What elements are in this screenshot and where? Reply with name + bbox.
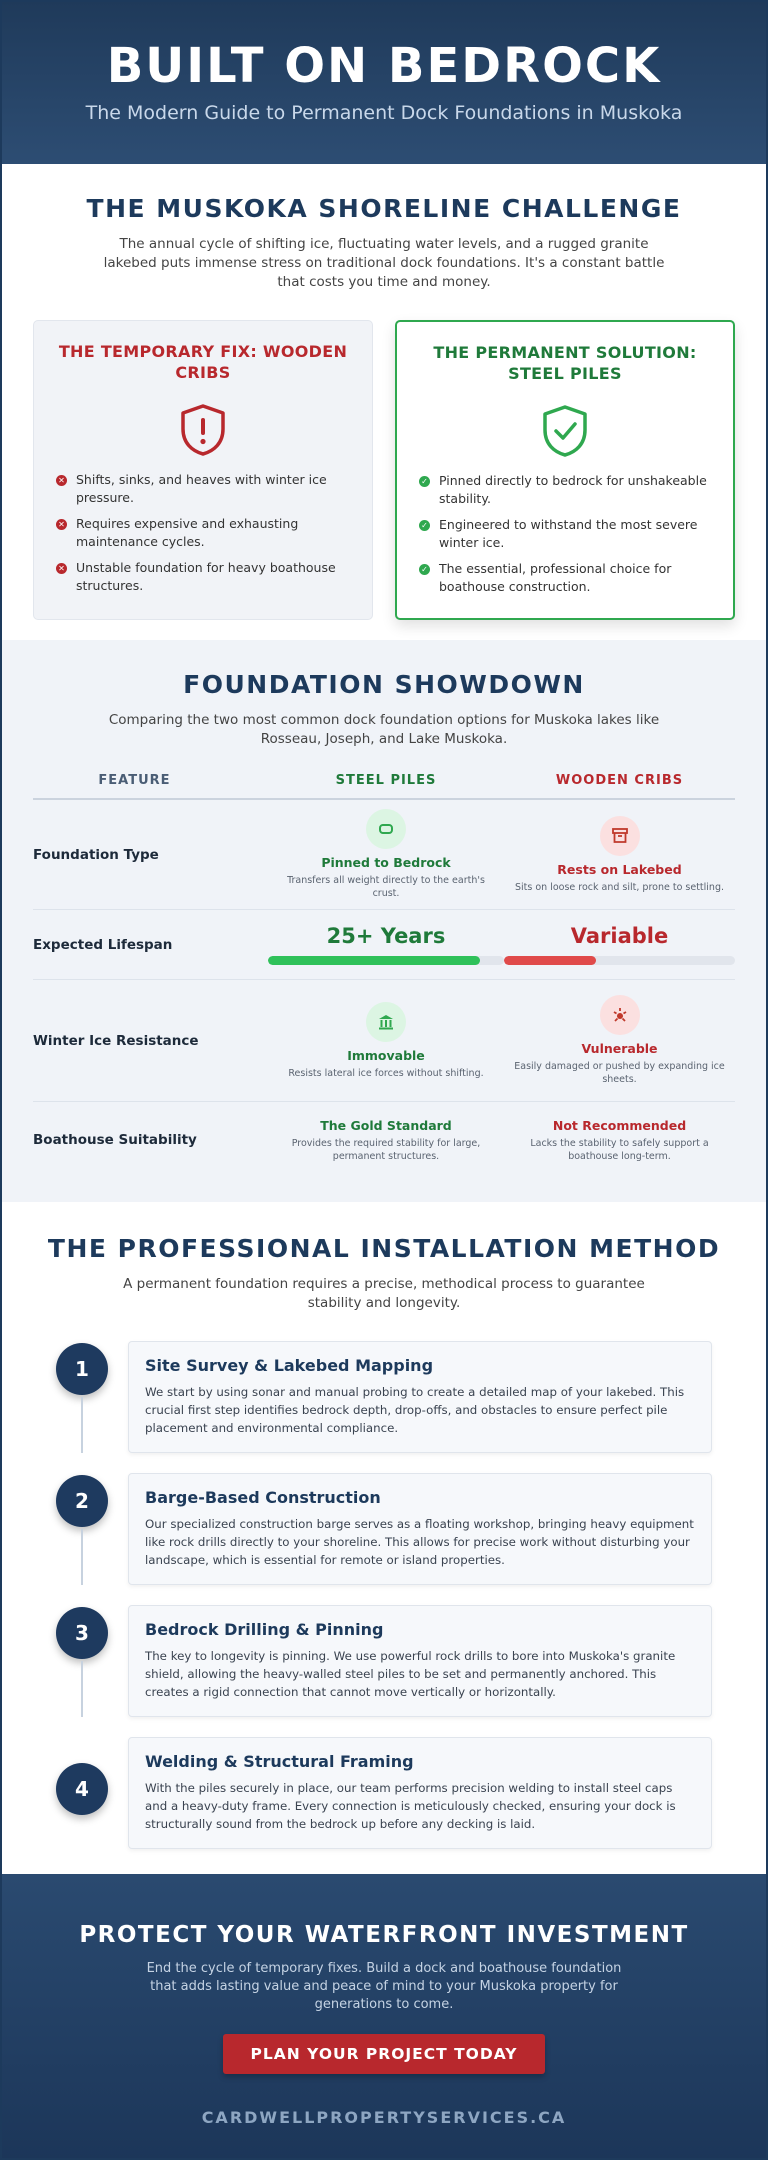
temporary-fix-card: [33, 320, 373, 620]
steel-lifespan-fill: [268, 956, 480, 965]
list-item: ✕ Requires expensive and exhausting maintenance cycles.: [56, 515, 350, 551]
steel-ice-desc: Resists lateral ice forces without shifting.: [288, 1067, 484, 1079]
steel-foundation-desc: Transfers all weight directly to the earth's crust.: [287, 875, 485, 899]
timeline-connector: [81, 1397, 83, 1453]
steel-boathouse-title: The Gold Standard: [320, 1117, 452, 1133]
plan-project-button[interactable]: PLAN YOUR PROJECT TODAY: [223, 2034, 545, 2074]
landmark-icon: [366, 1002, 406, 1042]
cta-description: End the cycle of temporary fixes. Build a dock and boathouse foundation that adds lasting value and peace of mind to your Muskoka property for generations to come.: [146, 1961, 622, 2012]
list-item: ✓ Pinned directly to bedrock for unshakeable stability.: [419, 472, 711, 508]
check-icon: ✓: [419, 564, 430, 575]
permanent-solution-card: [395, 320, 735, 620]
steel-lifespan-bar: [268, 956, 504, 965]
list-item: ✕ Shifts, sinks, and heaves with winter ice pressure.: [56, 471, 350, 507]
table-header: [33, 773, 735, 800]
temporary-fix-title: THE TEMPORARY FIX: WOODEN CRIBS: [58, 342, 348, 382]
wood-ice-desc: Easily damaged or pushed by expanding ice sheets.: [514, 1061, 725, 1085]
timeline-connector: [81, 1529, 83, 1585]
check-icon: ✓: [419, 520, 430, 531]
x-icon: ✕: [56, 475, 67, 486]
step-title: Barge-Based Construction: [145, 1488, 381, 1507]
showdown-description: Comparing the two most common dock foundation options for Muskoka lakes like Rosseau, Joseph, and Lake Muskoka.: [108, 712, 660, 747]
comparison-table: [33, 773, 735, 1178]
timeline-connector: [81, 1661, 83, 1717]
step-number: 4: [56, 1763, 108, 1815]
wood-ice-title: Vulnerable: [581, 1041, 658, 1056]
showdown-title: FOUNDATION SHOWDOWN: [183, 670, 585, 699]
step-card: [128, 1473, 712, 1585]
shield-check-icon: [540, 404, 590, 458]
method-title: THE PROFESSIONAL INSTALLATION METHOD: [47, 1234, 721, 1263]
wood-foundation-desc: Sits on loose rock and silt, prone to settling.: [514, 881, 724, 893]
row-label: Expected Lifespan: [33, 936, 173, 953]
list-item: ✓ The essential, professional choice for boathouse construction.: [419, 560, 711, 596]
steel-foundation-title: Pinned to Bedrock: [321, 855, 451, 870]
hero-header: [0, 0, 768, 164]
archive-box-icon: [600, 816, 640, 856]
wood-boathouse-desc: Lacks the stability to safely support a boathouse long-term.: [530, 1137, 709, 1162]
x-icon: ✕: [56, 519, 67, 530]
cta-section: [0, 1874, 768, 2160]
challenge-section: [0, 164, 768, 640]
step-text: We start by using sonar and manual probing to create a detailed map of your lakebed. This crucial first step identifies bedrock depth, drop-offs, and obstacles to ensure perfect pile placement and environmental compliance.: [145, 1385, 685, 1435]
x-icon: ✕: [56, 563, 67, 574]
list-item: ✓ Engineered to withstand the most severe winter ice.: [419, 516, 711, 552]
step-number: 2: [56, 1475, 108, 1527]
header-wooden-cribs: WOODEN CRIBS: [555, 773, 684, 788]
steel-lifespan-value: 25+ Years: [326, 924, 446, 948]
wood-lifespan-bar: [504, 956, 735, 965]
step-number: 1: [56, 1343, 108, 1395]
shield-exclamation-icon: [178, 403, 228, 457]
wood-lifespan-value: Variable: [570, 924, 669, 948]
wood-boathouse-title: Not Recommended: [552, 1117, 687, 1133]
check-icon: ✓: [419, 476, 430, 487]
row-label: Boathouse Suitability: [33, 1132, 197, 1148]
step-item: [0, 1341, 768, 1473]
table-row: [33, 980, 735, 1102]
step-text: Our specialized construction barge serves as a floating workshop, bringing heavy equipment like rock drills directly to your shoreline. This allows for precise work without disturbing your landscape, which is essential for remote or island properties.: [145, 1517, 694, 1567]
step-title: Welding & Structural Framing: [145, 1752, 414, 1771]
wood-lifespan-fill: [504, 956, 596, 965]
burst-icon: [600, 995, 640, 1035]
website-link[interactable]: CARDWELLPROPERTYSERVICES.CA: [201, 2108, 567, 2127]
step-card: [128, 1605, 712, 1717]
hero-subtitle: The Modern Guide to Permanent Dock Foundations in Muskoka: [85, 102, 683, 124]
step-text: The key to longevity is pinning. We use powerful rock drills to bore into Muskoka's granite shield, allowing the heavy-walled steel piles to be set and permanently anchored. This creates a rigid connection that cannot move vertically or horizontally.: [145, 1649, 676, 1699]
step-text: With the piles securely in place, our team performs precision welding to install steel caps and a heavy-duty frame. Every connection is meticulously checked, ensuring your dock is structurally sound from the bedrock up before any decking is laid.: [145, 1781, 676, 1831]
step-number: 3: [56, 1607, 108, 1659]
showdown-section: [0, 640, 768, 1202]
row-label: Foundation Type: [33, 846, 159, 863]
permanent-solution-title: THE PERMANENT SOLUTION: STEEL PILES: [433, 343, 697, 383]
steel-boathouse-desc: Provides the required stability for large, permanent structures.: [291, 1137, 481, 1162]
step-title: Site Survey & Lakebed Mapping: [145, 1356, 434, 1375]
step-item: [0, 1737, 768, 1869]
step-card: [128, 1341, 712, 1453]
step-card: [128, 1737, 712, 1849]
step-item: [0, 1473, 768, 1605]
step-item: [0, 1605, 768, 1737]
steel-ice-title: Immovable: [347, 1047, 425, 1063]
header-feature: FEATURE: [98, 773, 171, 788]
list-item: ✕ Unstable foundation for heavy boathouse structures.: [56, 559, 350, 595]
cta-title: PROTECT YOUR WATERFRONT INVESTMENT: [79, 1922, 689, 1948]
method-section: [0, 1202, 768, 1874]
table-row: [33, 1102, 735, 1178]
table-row: [33, 800, 735, 910]
method-description: A permanent foundation requires a precise, methodical process to guarantee stability and longevity.: [123, 1276, 645, 1311]
step-title: Bedrock Drilling & Pinning: [145, 1620, 384, 1639]
row-label: Winter Ice Resistance: [33, 1032, 199, 1049]
challenge-description: The annual cycle of shifting ice, fluctuating water levels, and a rugged granite lakebed puts immense stress on traditional dock foundations. It's a constant battle that costs you time and money.: [103, 236, 665, 290]
steps-timeline: [0, 1341, 768, 1869]
table-row: [33, 910, 735, 980]
header-steel-piles: STEEL PILES: [335, 773, 437, 788]
wood-foundation-title: Rests on Lakebed: [557, 861, 682, 877]
hero-title: BUILT ON BEDROCK: [106, 38, 662, 94]
anchor-pin-icon: [366, 809, 406, 849]
challenge-title: THE MUSKOKA SHORELINE CHALLENGE: [86, 194, 682, 223]
